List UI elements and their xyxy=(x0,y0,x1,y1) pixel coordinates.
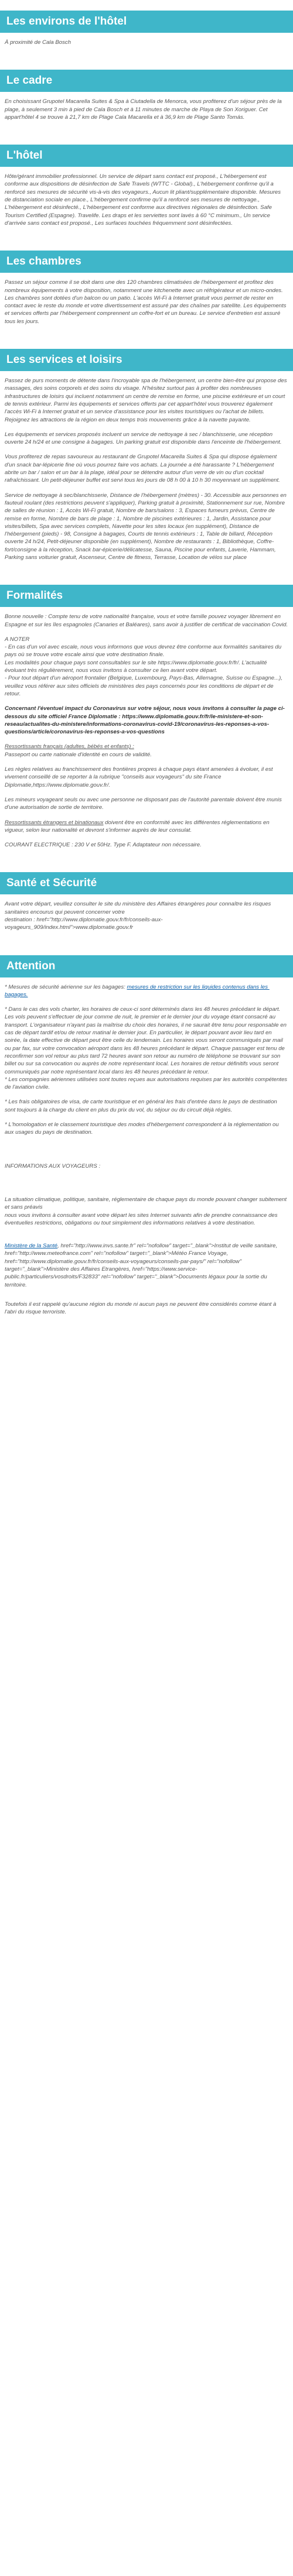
formalites-paragraph-7 xyxy=(5,819,288,835)
cadre-text: En choisissant Grupotel Macarella Suites & Spa à Ciutadella de Menorca, vous profiterez d'un séjour près de la plage, à seulement 3 min à pied de Cala Bosch et à 11 minutes de marche de Playa de Son Xoriguer. Cet appart'hôtel 4 se trouve à 21,7 km de Plage Cala Macarella et à 36,9 km de Plage Santo Tomás. xyxy=(5,98,284,121)
section-loisirs xyxy=(0,349,293,561)
section-title-chambres: Les chambres xyxy=(0,251,293,273)
hotel-text: Hôte/gérant immobilier professionnel. Un service de départ sans contact est proposé., L'hébergement est conforme aux dispositions de désinfection de Safe Travels (WTTC - Global)., L'hébergement confirme qu'il a renforcé ses mesures de sécurité vis-à-vis des voyageurs., Aucun lit pliant/supplémentaire disponible. Mesures de distanciation sociale en place., L'hébergement confirme qu'il a renforcé ses mesures de nettoyage., L'hébergement est désinfecté., L'hébergement est conforme aux directives régionales de désinfection. Safe Tourism Certified (Espagne). Travelife. Les draps et les serviettes sont lavés à 60 °C minimum., Un service d'arrivée sans contact est proposé., Les surfaces touchées fréquemment sont désinfectées. xyxy=(5,173,282,227)
section-title-loisirs: Les services et loisirs xyxy=(0,349,293,371)
formalites-french-nationals-text: Passeport ou carte nationale d'identité en cours de validité. xyxy=(5,751,152,758)
formalites-paragraph-6: Les mineurs voyageant seuls ou avec une personne ne disposant pas de l'autorité parentale doivent être munis d'une autorisation de sortie de territoire. xyxy=(5,796,284,811)
section-chambres xyxy=(0,251,293,325)
section-title-sante: Santé et Sécurité xyxy=(0,872,293,894)
section-title-hotel: L'hôtel xyxy=(0,145,293,167)
formalites-paragraph-4 xyxy=(5,743,288,759)
loisirs-paragraph-1: Passez de purs moments de détente dans l'incroyable spa de l'hébergement, un centre bien-être qui propose des massages, des soins corporels et des soins du visage. N'hésitez surtout pas à profiter des nombreuses infrastructures de loisirs qui incluent notamment un centre de remise en forme, une piscine extérieure et un court de tennis extérieur. Parmi les équipements et services offerts par cet appart'hôtel vous trouverez également l'accès Wi-Fi à Internet gratuit et un service d'assistance pour les visites touristiques ou l'achat de billets. Rejoignez les attractions de la région en deux temps trois mouvements grâce à la navette payante. xyxy=(5,378,289,423)
attention-paragraph-8: Toutefois il est rappelé qu'aucune région du monde ni aucun pays ne peuvent être considérés comme étant à l'abri du risque terroriste. xyxy=(5,1301,278,1316)
section-formalites xyxy=(0,585,293,849)
section-title-formalites: Formalités xyxy=(0,585,293,607)
attention-links-text: , href="http://www.invs.sante.fr" rel="nofollow" target="_blank">Institut de veille sanitaire, href="http://www.meteofrance.com" rel="nofollow" target="_blank">Météo France Voyage, href="http://www.diplomatie.gouv.fr/fr/conseils-aux-voyageurs/conseils-par-pays/" rel="nofollow" target="_blank">Ministère des Affaires Etrangères, href="https://www.service-public.fr/particuliers/vosdroits/F32833" rel="nofollow" target="_blank">Documents légaux pour la sortie du territoire. xyxy=(5,1243,279,1288)
section-hotel xyxy=(0,145,293,227)
formalites-paragraph-1: Bonne nouvelle : Compte tenu de votre nationalité française, vous et votre famille pouvez voyager librement en Espagne et sur les îles espagnoles (Canaries et Baléares), sans avoir à justifier de certificat de vaccination Covid. xyxy=(5,613,288,628)
section-title-environs: Les environs de l'hôtel xyxy=(0,11,293,33)
loisirs-paragraph-4: Service de nettoyage à sec/blanchisserie, Distance de l'hébergement (mètres) - 30. Accessible aux personnes en fauteuil roulant (des restrictions peuvent s'appliquer), Parking gratuit à proximité, Stationnement sur rue, Nombre de salles de réunion : 1, Accès Wi-Fi gratuit, Nombre de bars/salons : 3, Espaces fumeurs prévus, Centre de remise en forme, Nombre de bars de plage : 1, Nombre de piscines extérieures : 1, Jardin, Assistance pour visites/billets, Spa avec services complets, Navette pour les sites locaux (en supplément), Distance de l'hébergement (pieds) - 98, Consigne à bagages, Courts de tennis extérieurs : 1, Table de billard, Réception ouverte 24 h/24, Petit-déjeuner disponible (en supplément), Nombre de restaurants : 1, Bibliothèque, Coffre-fort/consigne à la réception, Snack bar-épicerie/délicatesse, Sauna, Piscine pour enfants, Laverie, Hammam, Parking sans voiturier gratuit, Ascenseur, Centre de fitness, Terrasse, Location de vélos sur place xyxy=(5,492,288,561)
formalites-french-nationals-label: Ressortissants français (adultes, bébés et enfants) : xyxy=(5,743,134,750)
formalites-coronavirus: Concernant l'éventuel impact du Coronavirus sur votre séjour, nous vous invitons à consulter la page ci-dessous du site officiel France Diplomatie : https://www.diplomatie.gouv.fr/fr/le-ministere-et-son-reseau/actualites-du-ministere/informations-coronavirus-covid-19/coronavirus-les-reponses-a-vos-questions/article/coronavirus-les-reponses-a-vos-questions xyxy=(5,705,285,736)
attention-paragraph-4: * L'homologation et le classement touristique des modes d'hébergement correspondent à la réglementation ou aux usages du pays de destination. xyxy=(5,1121,281,1136)
attention-travellers-heading: INFORMATIONS AUX VOYAGEURS : xyxy=(5,1162,101,1169)
attention-paragraph-2: * Dans le cas des vols charter, les horaires de ceux-ci sont déterminés dans les 48 heures précédant le départ. Les vols peuvent s'effectuer de jour comme de nuit, le premier et le dernier jour du voyage étant consacré au transport. L'organisateur n'ayant pas la maîtrise du choix des horaires, il ne saurait être tenu pour responsable en cas de départ tardif et/ou de retour matinal le dernier jour. En particulier, le départ pouvant avoir lieu tard en soirée, la date effective de départ peut être celle du lendemain. Les horaires vous seront communiqués par mail ou par fax, sur votre convocation aéroport dans les 48 heures précédant le départ. Chaque passager est tenu de reconfirmer son vol retour au plus tard 72 heures avant son retour au numéro de téléphone se trouvant sur son billet ou sur sa convocation ou auprès de notre représentant local. Les horaires de retour définitifs vous seront communiqués par notre représentant local dans les 48 heures précédant le retour. * Les compagnies aériennes utilisées sont toutes reçues aux autorisations requises par les autorités compétentes de l'aviation civile. xyxy=(5,1006,288,1091)
formalites-foreign-nationals-text: doivent être en conformité avec les différentes réglementations en vigueur, selon leur nationalité et devront s'informer auprès de leur consulat. xyxy=(5,819,271,833)
section-title-cadre: Le cadre xyxy=(0,70,293,92)
formalites-paragraph-5: Les règles relatives au franchissement des frontières propres à chaque pays étant amenées à évoluer, il est vivement conseillé de se reporter à la rubrique "conseils aux voyageurs" du site France Diplomatie,https://www.diplomatie.gouv.fr/. xyxy=(5,766,275,788)
section-title-attention: Attention xyxy=(0,955,293,977)
formalites-electricity: COURANT ELECTRIQUE : 230 V et 50Hz. Type F. Adaptateur non nécessaire. xyxy=(5,842,202,849)
section-cadre xyxy=(0,70,293,121)
attention-baggage-text: * Mesures de sécurité aérienne sur les bagages: xyxy=(5,983,127,990)
liquids-restriction-link[interactable]: mesures de restriction sur les liquides contenus dans les bagages. xyxy=(5,983,270,998)
section-attention xyxy=(0,955,293,1316)
ministere-sante-link[interactable]: Ministère de la Santé xyxy=(5,1243,58,1250)
loisirs-paragraph-2: Les équipements et services proposés incluent un service de nettoyage à sec / blanchisserie, une réception ouverte 24 h/24 et une consigne à bagages. Un parking gratuit est disponible dans l'enceinte de l'hébergement. xyxy=(5,431,282,446)
formalites-foreign-nationals-label: Ressortissants étrangers et binationaux xyxy=(5,819,104,826)
attention-paragraph-1 xyxy=(5,983,288,999)
attention-paragraph-6: La situation climatique, politique, sanitaire, réglementaire de chaque pays du monde pouvant changer subitement et sans préavis nous vous invitons à consulter avant votre départ les sites Internet suivants afin de prendre connaissance des éventuelles restrictions, obligations ou tout simplement des informations relatives à votre destination. xyxy=(5,1196,287,1226)
sante-text: Avant votre départ, veuillez consulter le site du ministère des Affaires étrangères pour connaître les risques sanitaires encourus qui peuvent concerner votre destination : href="http://www.diplomatie.gouv.fr/fr/conseils-aux-voyageurs_909/index.html">www.diplomatie.gouv.fr xyxy=(5,901,271,931)
chambres-text: Passez un séjour comme il se doit dans une des 120 chambres climatisées de l'hébergement et profitez des nombreux équipements à votre disposition, notamment une kitchenette avec un réfrigérateur et un micro-ondes. Les chambres sont dotées d'un balcon ou un patio. L'accès Wi-Fi à Internet gratuit vous permet de rester en contact avec le reste du monde et votre divertissement est assuré par des chaînes par satellite. Les équipements et services offerts par l'hébergement comprennent un coffre-fort et un bureau. Le service d'entretien est assuré tous les jours. xyxy=(5,279,288,325)
environs-text: À proximité de Cala Bosch xyxy=(5,39,71,46)
loisirs-paragraph-3: Vous profiterez de repas savoureux au restaurant de Grupotel Macarella Suites & Spa qui dispose également d'un snack bar-lépicerie fine où vous pourrez faire vos achats. La journée a été harassante ? L'hébergement abrite un bar / salon et un bar à la plage, idéal pour se détendre autour d'un verre de vin ou d'un cocktail rafraîchissant. Un petit-déjeuner buffet est servi tous les jours de 08 h 00 à 10 h 30 moyennant un supplément. xyxy=(5,454,280,484)
formalites-note: A NOTER - En cas d'un vol avec escale, nous vous informons que vous devrez être conforme aux formalités sanitaires du pays où se trouve votre escale ainsi que votre destination finale. Les modalités pour chaque pays sont consultables sur le site https://www.diplomatie.gouv.fr/fr/. L'actualité évoluant très régulièrement, nous vous invitons à consulter ce lien avant votre départ. - Pour tout départ d'un aéroport frontalier (Belgique, Luxembourg, Pays-Bas, Allemagne, Suisse ou Espagne...), veuillez vous référer aux sites officiels de ministères des pays concernés pour les conditions de départ et de retour. xyxy=(5,636,282,697)
attention-paragraph-3: * Les frais obligatoires de visa, de carte touristique et en général les frais d'entrée dans le pays de destination sont toujours à la charge du client en plus du prix du vol, du séjour ou du circuit déjà réglés. xyxy=(5,1099,279,1113)
section-environs xyxy=(0,11,293,46)
attention-paragraph-7 xyxy=(5,1242,288,1289)
section-sante xyxy=(0,872,293,931)
